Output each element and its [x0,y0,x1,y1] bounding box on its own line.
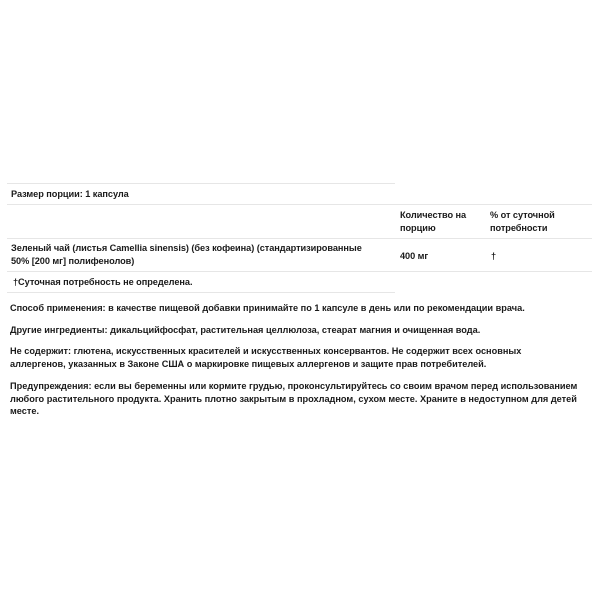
ingredient-amount: 400 мг [400,251,429,261]
divider-serving [7,204,592,205]
serving-size: Размер порции: 1 капсула [11,189,129,199]
ingredient-daily-value: † [491,251,497,261]
free-of: Не содержит: глютена, искусственных красителей и искусственных консервантов. Не содержит всех основных аллергенов, указанных в Законе США о маркировке пищевых аллергенов и защите прав потребителей. [10,346,522,369]
directions: Способ применения: в качестве пищевой добавки принимайте по 1 капсуле в день или по рекомендации врача. [10,303,525,313]
column-header-daily-value: % от суточной потребности [490,210,555,233]
divider-footnote [7,292,395,293]
warnings: Предупреждения: если вы беременны или кормите грудью, проконсультируйтесь со своим врачом перед использованием любого растительного продукта. Хранить плотно закрытым в прохладном, сухом месте. Храните в недоступном для детей месте. [10,381,578,416]
other-ingredients: Другие ингредиенты: дикальцийфосфат, растительная целлюлоза, стеарат магния и очищенная вода. [10,325,481,335]
column-header-amount: Количество на порцию [400,210,467,233]
footnote: †Суточная потребность не определена. [13,277,193,287]
ingredient-name: Зеленый чай (листья Camellia sinensis) (без кофеина) (стандартизированные 50% [200 мг] полифенолов) [11,243,362,266]
divider-row [7,271,592,272]
divider-header [7,238,592,239]
divider-top [7,183,395,184]
